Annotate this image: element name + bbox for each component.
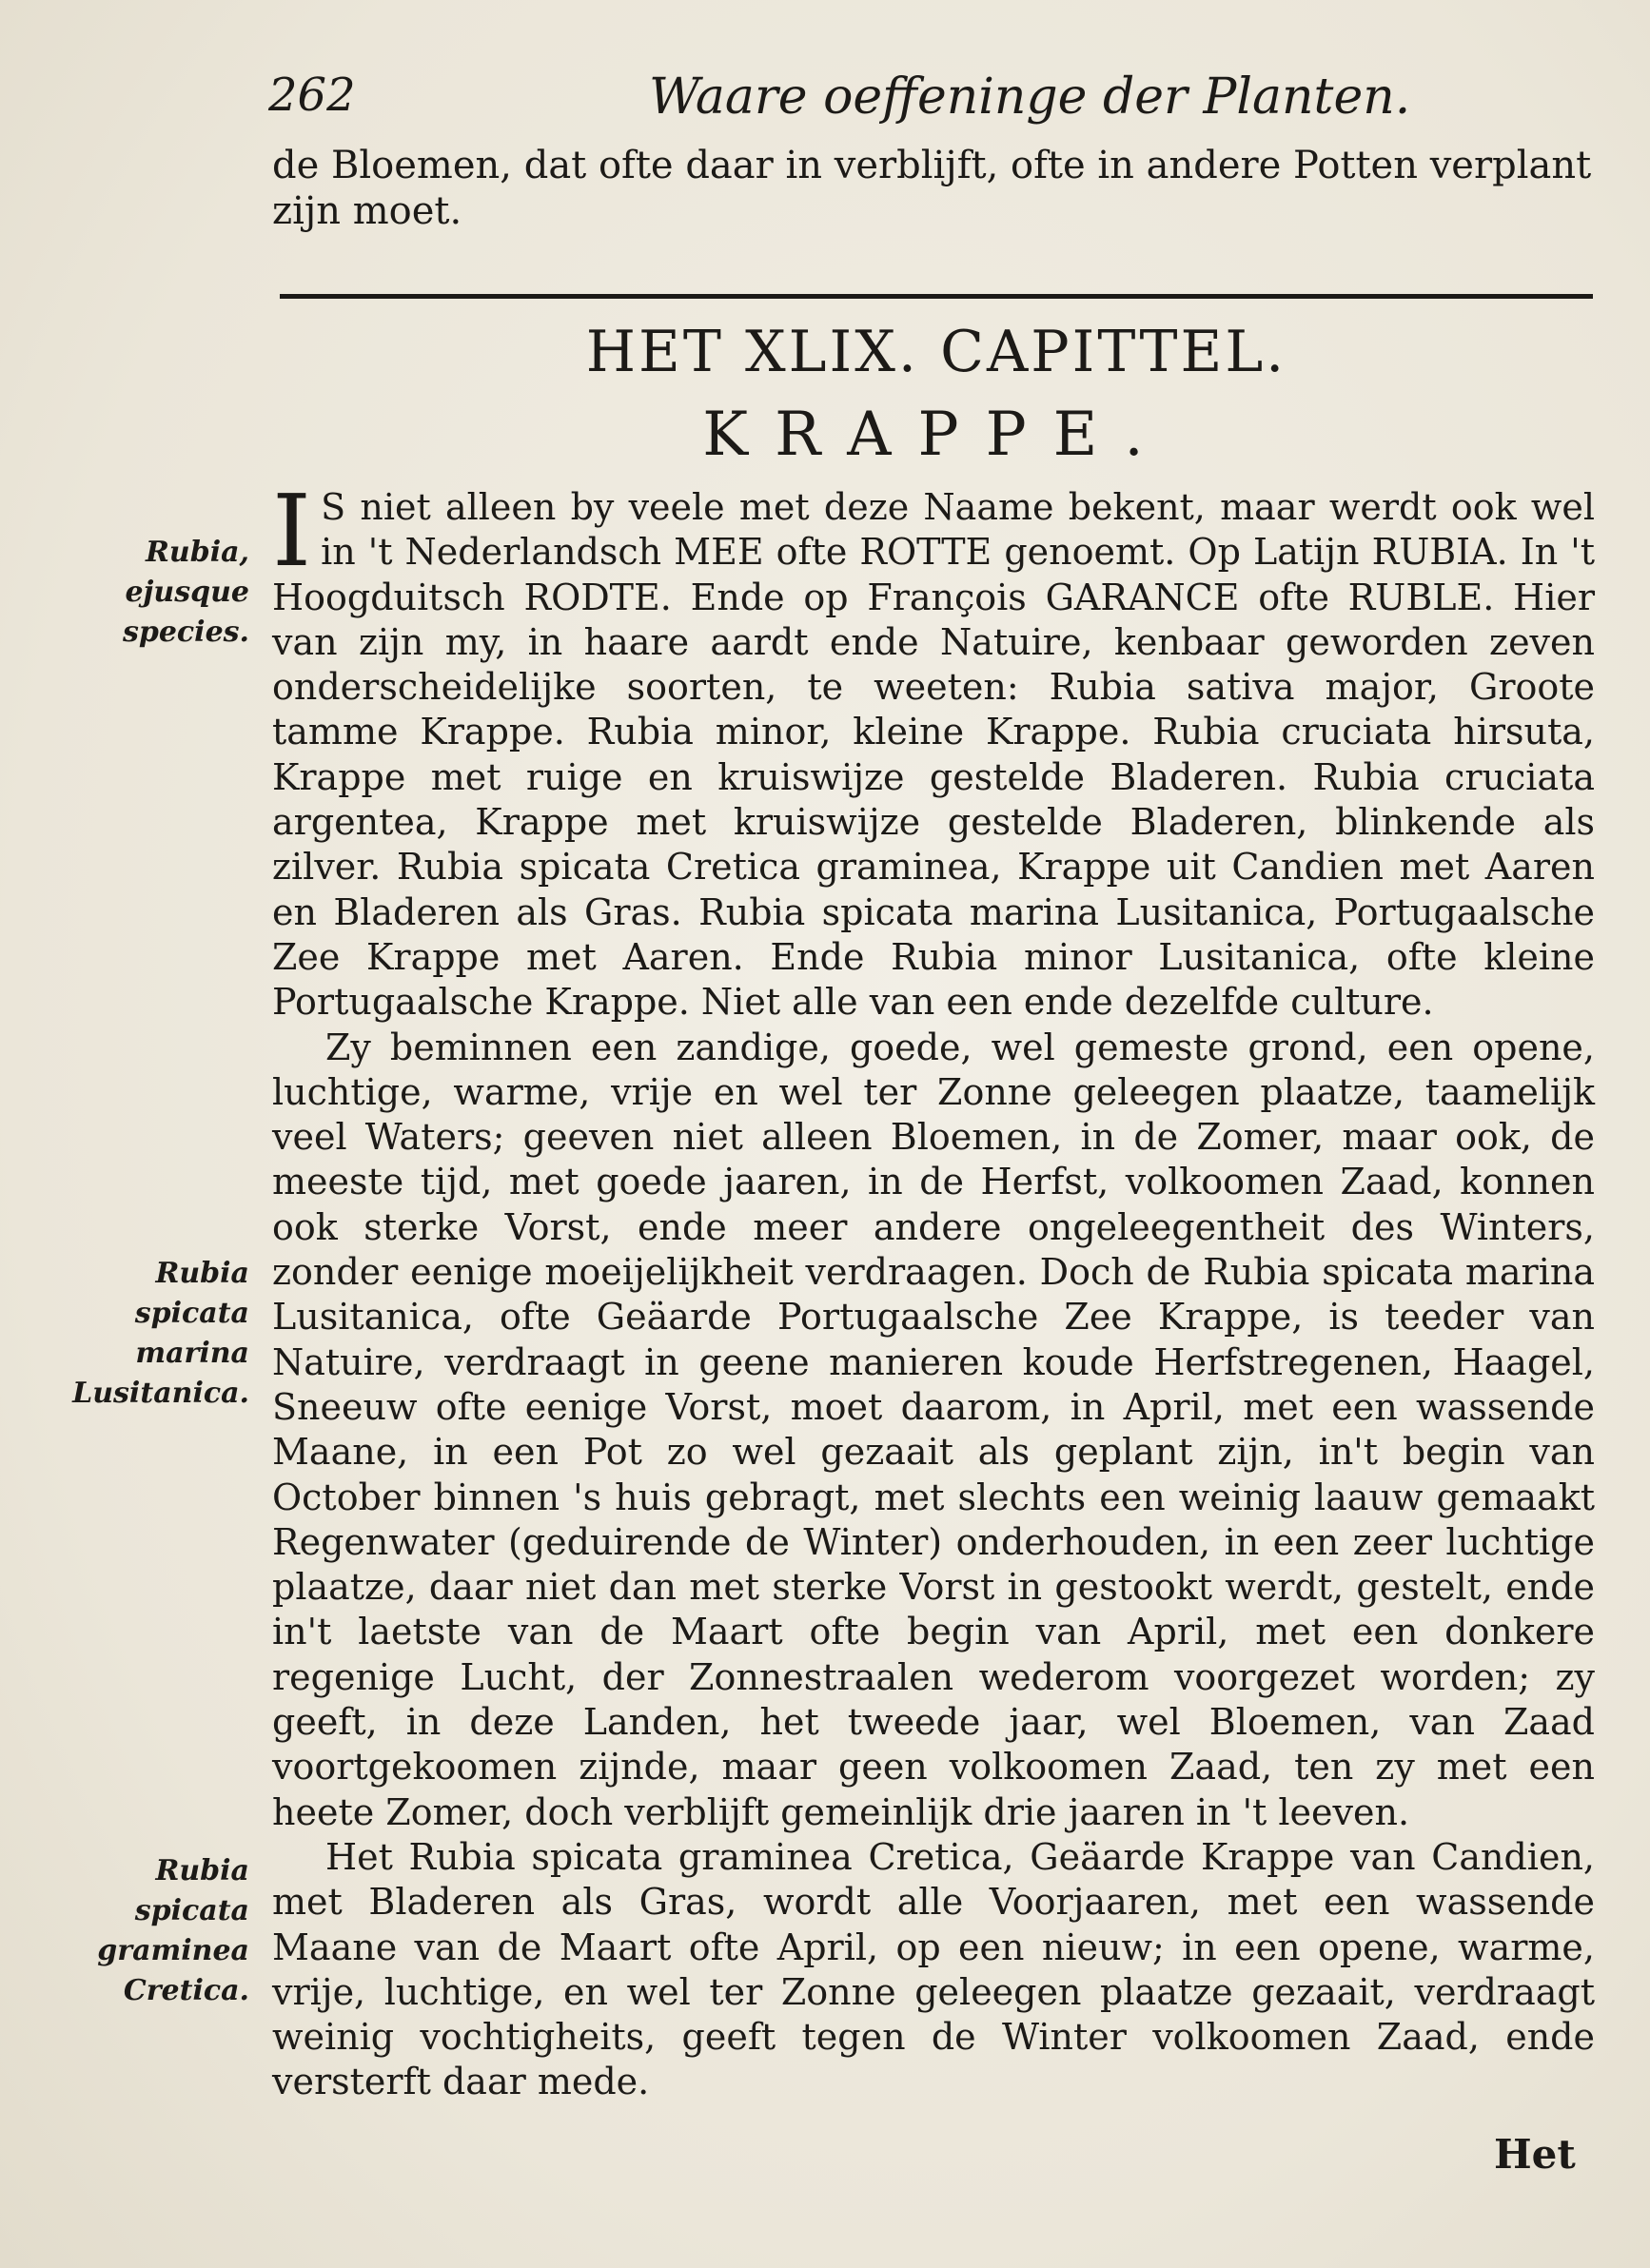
- chapter-title: KRAPPE.: [702, 400, 1170, 470]
- drop-cap: I: [272, 473, 312, 589]
- running-title: Waare oeffeninge der Planten.: [649, 68, 1411, 126]
- catchword: Het: [1494, 2131, 1576, 2178]
- side-note-rubia: Rubia, ejusque species.: [122, 536, 249, 649]
- header-rule: [280, 294, 1593, 299]
- side-note-rubia-spicata-marina: Rubia spicata marina Lusitanica.: [72, 1257, 249, 1410]
- paragraph-1-text: S niet alleen by veele met deze Naame bekent, maar werdt ook wel in 't Nederlandsch MEE ofte ROTTE genoemt. Op Latijn RUBIA. In 't Hoogduitsch RODTE. Ende op François GARANCE ofte RUBLE. Hier van zijn my, in haare aardt ende Natuire, kenbaar geworden zeven onderscheidelijke soorten, te weeten: Rubia sativa major, Groote tamme Krappe. Rubia minor, kleine Krappe. Rubia cruciata hirsuta, Krappe met ruige en kruiswijze gestelde Bladeren. Rubia cruciata argentea, Krappe met kruiswijze gestelde Bladeren, blinkende als zilver. Rubia spicata Cretica graminea, Krappe uit Candien met Aaren en Bladeren als Gras. Rubia spicata marina Lusitanica, Portugaalsche Zee Krappe met Aaren. Ende Rubia minor Lusitanica, ofte kleine Portugaalsche Krappe. Niet alle van een ende dezelfde culture.: [272, 486, 1595, 1024]
- page-number: 262: [268, 68, 356, 122]
- paragraph-3: Het Rubia spicata graminea Cretica, Geäarde Krappe van Candien, met Bladeren als Gras, wordt alle Voorjaaren, met een wassende Maane van de Maart ofte April, op een nieuw; in een opene, warme, vrije, luchtige, en wel ter Zonne geleegen plaatze gezaait, verdraagt weinig vochtigheits, geeft tegen de Winter volkoomen Zaad, ende versterft daar mede.: [272, 1835, 1595, 2103]
- carry-over-text: de Bloemen, dat ofte daar in verblijft, ofte in andere Potten verplant zijn moet.: [272, 144, 1592, 233]
- side-note-rubia-spicata-graminea: Rubia spicata graminea Cretica.: [97, 1854, 249, 2007]
- body-text: [272, 473, 1595, 2105]
- page-header: [268, 68, 1601, 135]
- paragraph-2: Zy beminnen een zandige, goede, wel gemeste grond, een opene, luchtige, warme, vrije en wel ter Zonne geleegen plaatze, taamelijk veel Waters; geeven niet alleen Bloemen, in de Zomer, maar ook, de meeste tijd, met goede jaaren, in de Herfst, volkoomen Zaad, konnen ook sterke Vorst, ende meer andere ongeleegentheit des Winters, zonder eenige moeijelijkheit verdraagen. Doch de Rubia spicata marina Lusitanica, ofte Geäarde Portugaalsche Zee Krappe, is teeder van Natuire, verdraagt in geene manieren koude Herfstregenen, Haagel, Sneeuw ofte eenige Vorst, moet daarom, in April, met een wassende Maane, in een Pot zo wel gezaait als geplant zijn, in't begin van October binnen 's huis gebragt, met slechts een weinig laauw gemaakt Regenwater (geduirende de Winter) onderhouden, in een zeer luchtige plaatze, daar niet dan met sterke Vorst in gestookt werdt, gestelt, ende in't laetste van de Maart ofte begin van April, met een donkere regenige Lucht, der Zonnestraalen wederom voorgezet worden; zy geeft, in deze Landen, het tweede jaar, wel Bloemen, van Zaad voortgekoomen zijnde, maar geen volkoomen Zaad, ten zy met een heete Zomer, doch verblijft gemeinlijk drie jaaren in 't leeven.: [272, 1026, 1595, 1833]
- chapter-heading: HET XLIX. CAPITTEL.: [585, 319, 1287, 385]
- paragraph-1: [272, 473, 1595, 1026]
